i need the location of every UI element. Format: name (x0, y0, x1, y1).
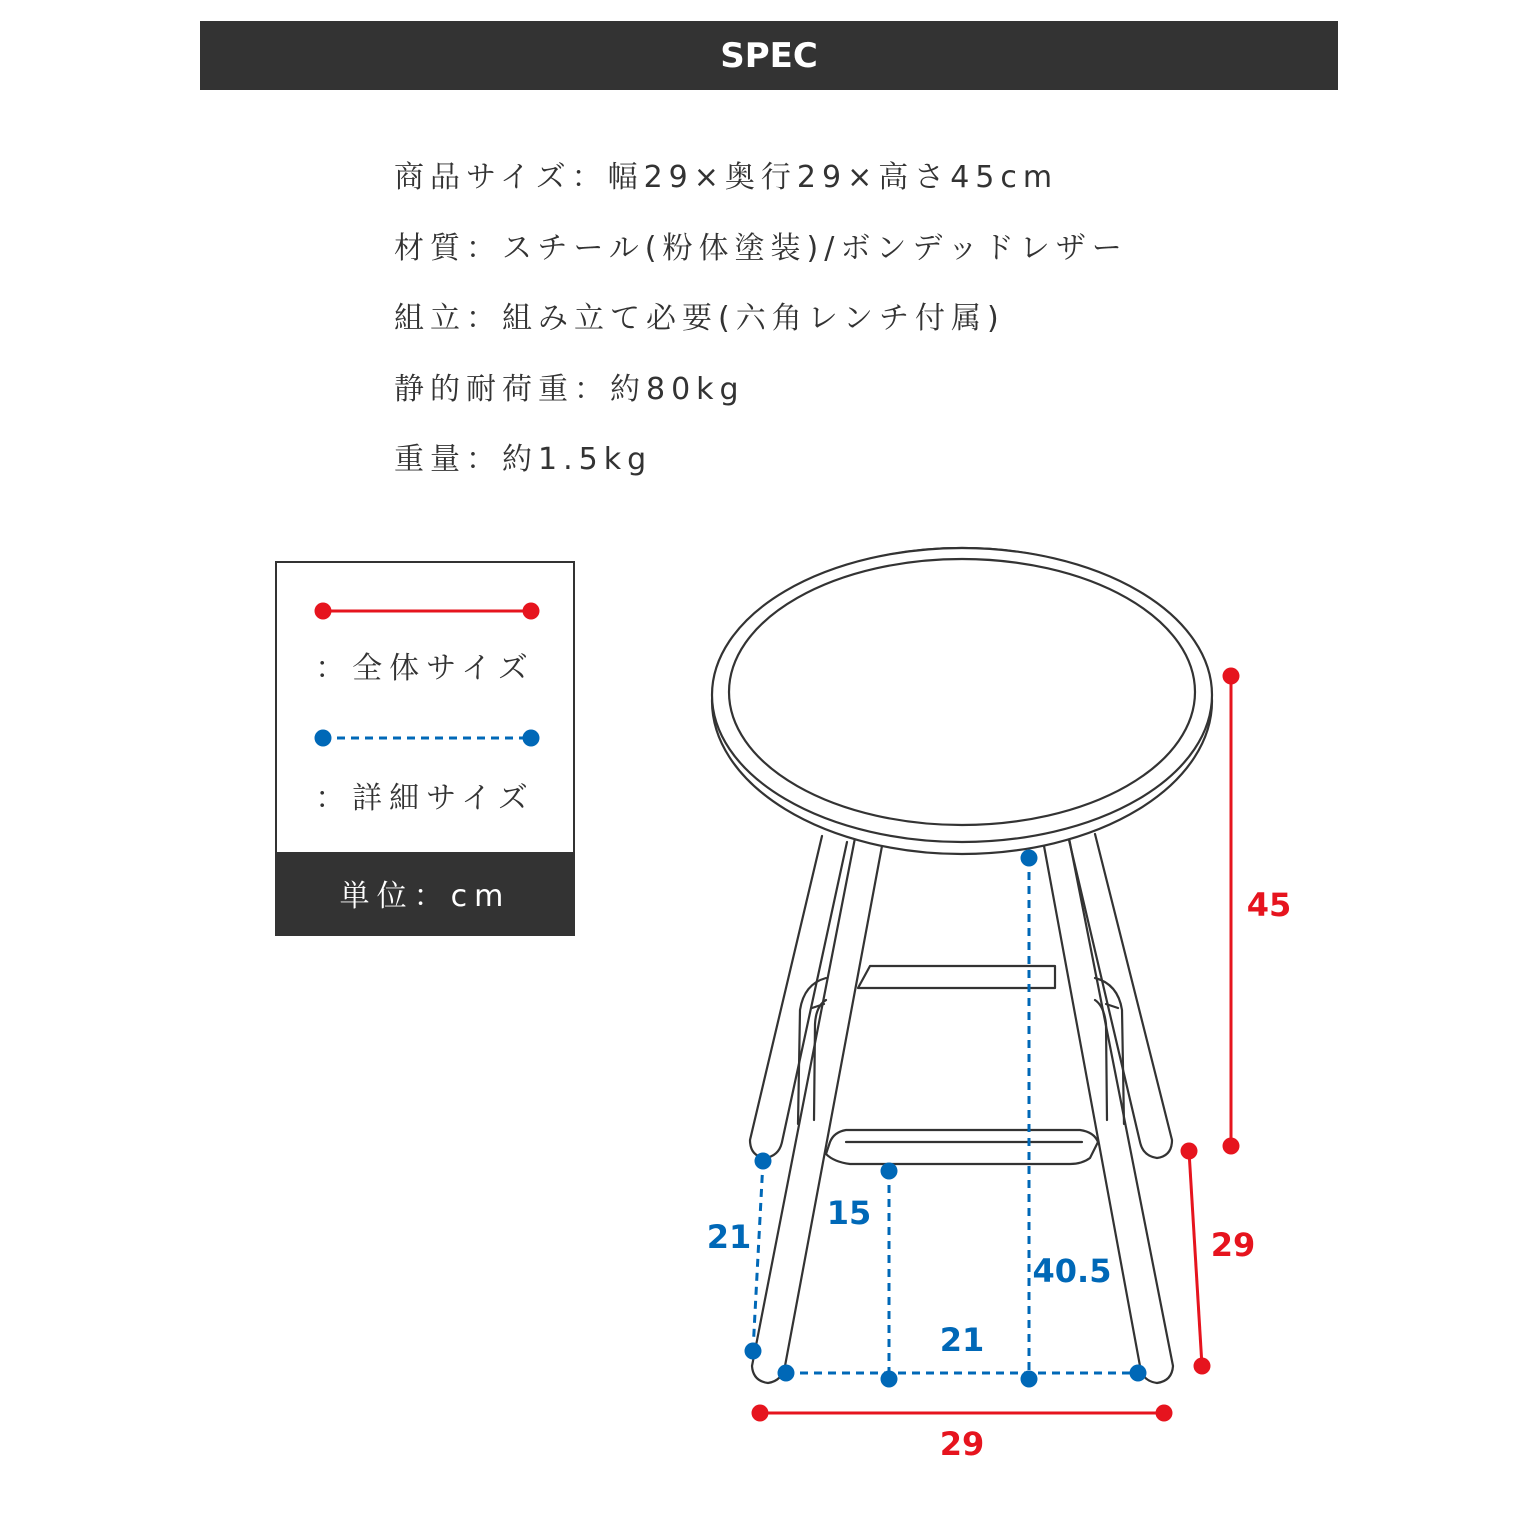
footrest-height-label: 15 (826, 1194, 872, 1232)
spec-item-weight: 重量：約1.5kg (394, 442, 653, 477)
overall-height-dot-top (1223, 668, 1240, 685)
front-left-leg (752, 838, 882, 1383)
lower-footrest (826, 1130, 1098, 1164)
leg-front-dot-left (778, 1365, 795, 1382)
spec-title: SPEC (720, 35, 818, 76)
front-right-leg (1044, 838, 1173, 1383)
back-right-leg (1069, 834, 1172, 1158)
upper-footrest (858, 966, 1055, 988)
footrest-dot-top (881, 1163, 898, 1180)
leg-side-dot-bottom (745, 1343, 762, 1360)
leg-spread-side-label: 21 (706, 1218, 752, 1256)
overall-height-label: 45 (1246, 886, 1292, 924)
leg-spread-front-label: 21 (939, 1321, 985, 1359)
overall-height-dot-bottom (1223, 1138, 1240, 1155)
footrest-bracket-left (812, 1004, 1118, 1008)
spec-item-load: 静的耐荷重：約80kg (394, 371, 745, 407)
spec-item-size: 商品サイズ：幅29×奥行29×高さ45cm (394, 160, 1059, 195)
spec-item-assembly: 組立：組み立て必要(六角レンチ付属) (394, 301, 1005, 336)
leg-side-dot-top (755, 1153, 772, 1170)
overall-width-dot-left (752, 1405, 769, 1422)
overall-depth-dot-top (1181, 1143, 1198, 1160)
footrest-dot-bottom (881, 1371, 898, 1388)
seat-height-dot-bottom (1021, 1371, 1038, 1388)
overall-depth-label: 29 (1210, 1226, 1256, 1264)
seat-height-label: 40.5 (1032, 1252, 1112, 1290)
overall-width-label: 29 (939, 1425, 985, 1463)
overall-width-dot-right (1156, 1405, 1173, 1422)
spec-item-material: 材質：スチール(粉体塗装)/ボンデッドレザー (394, 230, 1128, 266)
legend-detail-label: ：詳細サイズ (315, 781, 535, 816)
legend-overall-label: ：全体サイズ (315, 651, 535, 686)
seat-height-dot-top (1021, 850, 1038, 867)
seat-top (712, 548, 1212, 842)
overall-depth-dot-bottom (1194, 1358, 1211, 1375)
leg-front-dot-right (1130, 1365, 1147, 1382)
stool-drawing (712, 548, 1212, 1383)
unit-label: 単位：cm (339, 879, 511, 914)
